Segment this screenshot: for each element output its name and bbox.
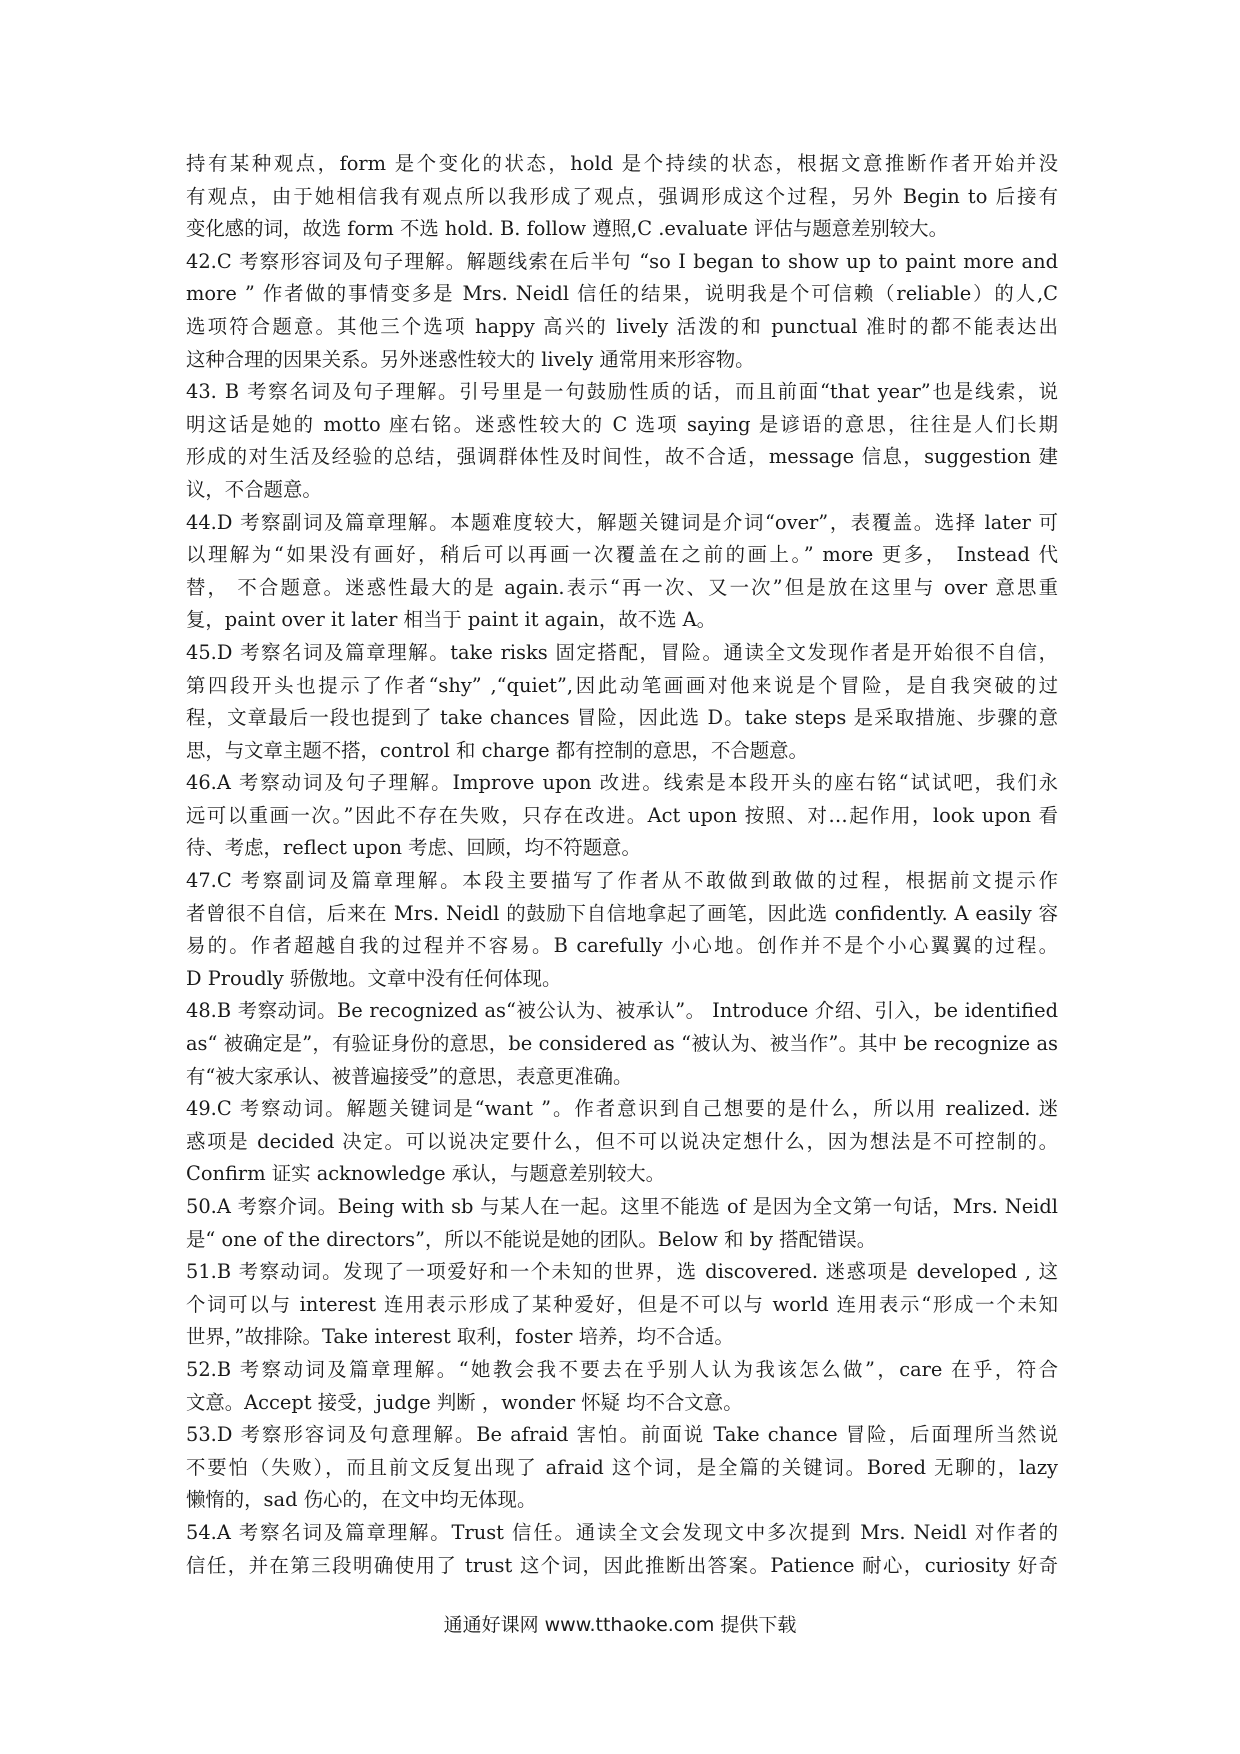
text-line: 48.B 考察动词。Be recognized as“被公认为、被承认”。 Introduce 介绍、引入，be identified	[186, 999, 1058, 1023]
text-line: 49.C 考察动词。解题关键词是“want ”。作者意识到自己想要的是什么，所以用 realized. 迷	[186, 1097, 1058, 1121]
text-line: 44.D 考察副词及篇章理解。本题难度较大，解题关键词是介词“over”，表覆盖。选择 later 可	[186, 510, 1058, 534]
text-line: 46.A 考察动词及句子理解。Improve upon 改进。线索是本段开头的座右铭“试试吧，我们永	[186, 771, 1058, 795]
text-line: as“ 被确定是”，有验证身份的意思，be considered as “被认为、被当作”。其中 be recognize as	[186, 1032, 1058, 1056]
text-line: 持有某种观点，form 是个变化的状态，hold 是个持续的状态，根据文意推断作者开始并没	[186, 152, 1058, 175]
text-line: 替， 不合题意。迷惑性最大的是 again.表示“再一次、又一次”但是放在这里与 over 意思重	[186, 575, 1058, 599]
text-line: 信任，并在第三段明确使用了 trust 这个词，因此推断出答案。Patience 耐心，curiosity 好奇	[186, 1553, 1058, 1577]
text-line: 形成的对生活及经验的总结，强调群体性及时间性，故不合适，message 信息，suggestion 建	[186, 445, 1058, 469]
text-line: 43. B 考察名词及句子理解。引号里是一句鼓励性质的话，而且前面“that year”也是线索，说	[186, 380, 1058, 404]
text-line: 是“ one of the directors”，所以不能说是她的团队。Below 和 by 搭配错误。	[186, 1227, 877, 1251]
text-line: 思，与文章主题不搭，control 和 charge 都有控制的意思，不合题意。	[186, 738, 808, 762]
answer-explanation-text	[186, 148, 1058, 1582]
text-line: 45.D 考察名词及篇章理解。take risks 固定搭配，冒险。通读全文发现作者是开始很不自信，	[186, 640, 1058, 664]
text-line: 惑项是 decided 决定。可以说决定要什么，但不可以说决定想什么，因为想法是不可控制的。	[186, 1129, 1058, 1153]
text-line: 远可以重画一次。”因此不存在失败，只存在改进。Act upon 按照、对…起作用，look upon 看	[186, 803, 1058, 827]
text-line: 选项符合题意。其他三个选项 happy 高兴的 lively 活泼的和 punctual 准时的都不能表达出	[186, 314, 1058, 338]
text-line: 程，文章最后一段也提到了 take chances 冒险，因此选 D。take steps 是采取措施、步骤的意	[186, 706, 1058, 730]
text-line: 文意。Accept 接受，judge 判断 ，wonder 怀疑 均不合文意。	[186, 1390, 743, 1414]
text-line: 复，paint over it later 相当于 paint it again，故不选 A。	[186, 608, 717, 632]
page-footer: 通通好课网 www.tthaoke.com 提供下载	[443, 1614, 797, 1636]
text-line: 54.A 考察名词及篇章理解。Trust 信任。通读全文会发现文中多次提到 Mrs. Neidl 对作者的	[186, 1520, 1058, 1544]
text-line: 明这话是她的 motto 座右铭。迷惑性较大的 C 选项 saying 是谚语的意思，往往是人们长期	[186, 412, 1058, 436]
text-line: 个词可以与 interest 连用表示形成了某种爱好，但是不可以与 world 连用表示“形成一个未知	[186, 1292, 1058, 1316]
text-line: 这种合理的因果关系。另外迷惑性较大的 lively 通常用来形容物。	[186, 347, 755, 371]
text-line: 懒惰的，sad 伤心的，在文中均无体现。	[186, 1488, 537, 1512]
text-line: Confirm 证实 acknowledge 承认，与题意差别较大。	[186, 1162, 666, 1186]
text-line: 以理解为“如果没有画好，稍后可以再画一次覆盖在之前的画上。” more 更多， Instead 代	[186, 543, 1058, 567]
text-line: 变化感的词，故选 form 不选 hold. B. follow 遵照,C .evaluate 评估与题意差别较大。	[186, 217, 948, 241]
text-line: 世界，”故排除。Take interest 取利，foster 培养，均不合适。	[186, 1325, 734, 1349]
text-line: more ” 作者做的事情变多是 Mrs. Neidl 信任的结果，说明我是个可信赖（reliable）的人,C	[186, 282, 1058, 306]
text-line: 易的。作者超越自我的过程并不容易。B carefully 小心地。创作并不是个小心翼翼的过程。	[186, 934, 1058, 958]
text-line: 有“被大家承认、被普遍接受”的意思，表意更准确。	[186, 1064, 633, 1088]
text-line: 第四段开头也提示了作者“shy” ,“quiet”,因此动笔画画对他来说是个冒险，是自我突破的过	[186, 673, 1058, 697]
text-line: 47.C 考察副词及篇章理解。本段主要描写了作者从不敢做到敢做的过程，根据前文提示作	[186, 869, 1058, 893]
text-line: 者曾很不自信，后来在 Mrs. Neidl 的鼓励下自信地拿起了画笔，因此选 confidently. A easily 容	[186, 901, 1058, 925]
text-line: 51.B 考察动词。发现了一项爱好和一个未知的世界，选 discovered. 迷惑项是 developed , 这	[186, 1260, 1058, 1284]
text-line: 有观点，由于她相信我有观点所以我形成了观点，强调形成这个过程，另外 Begin to 后接有	[186, 184, 1058, 208]
text-line: D Proudly 骄傲地。文章中没有任何体现。	[186, 966, 562, 990]
text-line: 42.C 考察形容词及句子理解。解题线索在后半句 “so I began to show up to paint more and	[186, 249, 1058, 273]
text-line: 议，不合题意。	[186, 477, 322, 501]
text-line: 不要怕（失败），而且前文反复出现了 afraid 这个词，是全篇的关键词。Bored 无聊的，lazy	[186, 1455, 1058, 1479]
text-line: 待、考虑，reflect upon 考虑、回顾，均不符题意。	[186, 836, 641, 860]
text-line: 53.D 考察形容词及句意理解。Be afraid 害怕。前面说 Take chance 冒险，后面理所当然说	[186, 1423, 1058, 1447]
text-line: 52.B 考察动词及篇章理解。“她教会我不要去在乎别人认为我该怎么做”，care 在乎，符合	[186, 1357, 1058, 1381]
text-line: 50.A 考察介词。Being with sb 与某人在一起。这里不能选 of 是因为全文第一句话，Mrs. Neidl	[186, 1195, 1058, 1218]
